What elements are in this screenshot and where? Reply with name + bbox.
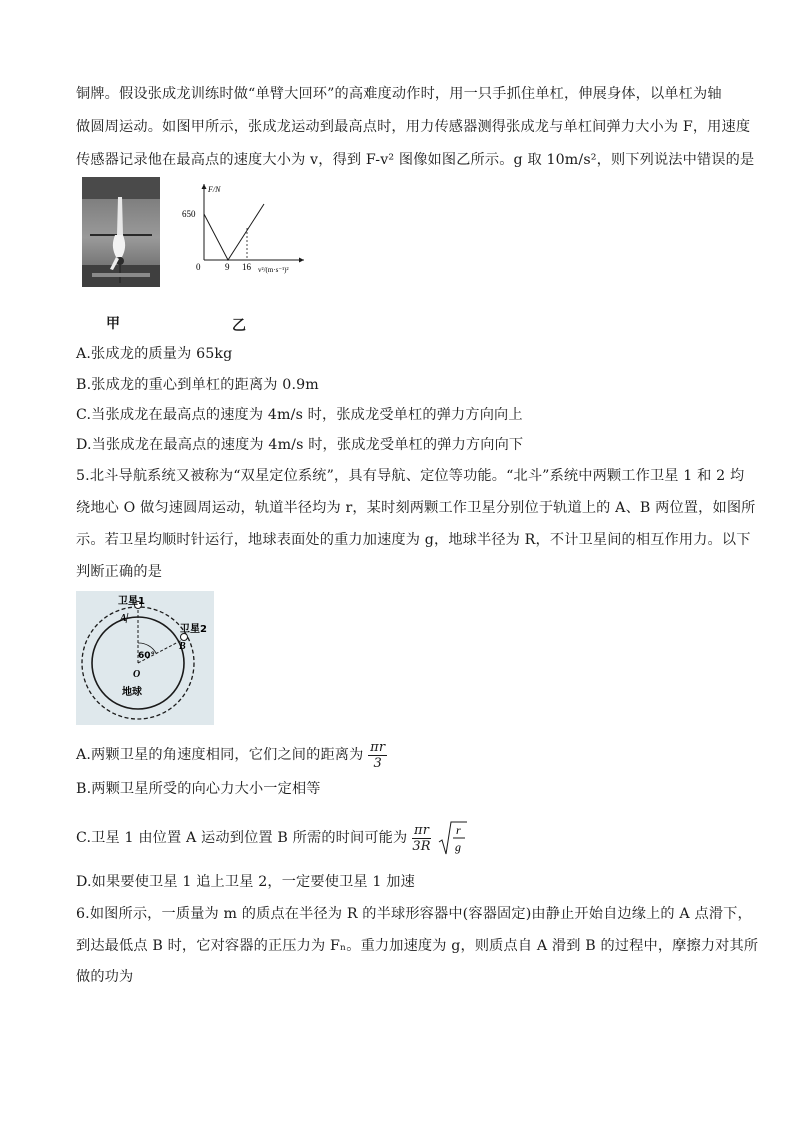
- q4-line-3: 传感器记录他在最高点的速度大小为 v，得到 F-v² 图像如图乙所示。g 取 10m/s²，则下列说法中错误的是: [76, 152, 755, 168]
- q5-line-3: 示。若卫星均顺时针运行，地球表面处的重力加速度为 g，地球半径为 R，不计卫星间的相互作用力。以下: [76, 532, 751, 548]
- q5-option-a: [76, 738, 387, 772]
- fraction-denominator: 3R: [412, 838, 431, 854]
- label-b: B: [179, 641, 186, 652]
- q5-option-a-fraction: [368, 740, 387, 771]
- q6-line-2: 到达最低点 B 时，它对容器的正压力为 Fₙ。重力加速度为 g，则质点自 A 滑到 B 的过程中，摩擦力对其所: [76, 938, 759, 954]
- graph-svg: [180, 180, 310, 280]
- label-a: A: [120, 613, 127, 624]
- sqrt-icon: [438, 818, 468, 858]
- label-earth: 地球: [122, 687, 142, 698]
- fraction-denominator: 3: [373, 755, 382, 771]
- q4-option-b: B.张成龙的重心到单杠的距离为 0.9m: [76, 377, 319, 393]
- q4-line-1: 铜牌。假设张成龙训练时做“单臂大回环”的高难度动作时，用一只手抓住单杠，伸展身体，以单杠为轴: [76, 86, 722, 102]
- graph-xtick-9: 9: [225, 262, 230, 272]
- q5-option-c-text: C.卫星 1 由位置 A 运动到位置 B 所需的时间可能为: [76, 830, 408, 846]
- graph-ylabel: F/N: [208, 185, 221, 194]
- sqrt-expression: [438, 818, 468, 858]
- q5-line-2: 绕地心 O 做匀速圆周运动，轨道半径均为 r，某时刻两颗工作卫星分别位于轨道上的 A、B 两位置，如图所: [76, 500, 756, 516]
- graph-xtick-16: 16: [242, 262, 251, 272]
- caption-jia: 甲: [106, 316, 120, 332]
- q5-option-b: B.两颗卫星所受的向心力大小一定相等: [76, 781, 321, 797]
- label-o: O: [133, 669, 141, 680]
- graph-xlabel: v²/(m·s⁻¹)²: [258, 266, 289, 274]
- fraction-numerator: πr: [414, 822, 430, 838]
- q4-line-2: 做圆周运动。如图甲所示，张成龙运动到最高点时，用力传感器测得张成龙与单杠间弹力大小为 F，用速度: [76, 119, 751, 135]
- y-axis-arrow: [202, 184, 207, 189]
- label-sat2: 卫星2: [180, 624, 207, 635]
- q5-option-d: D.如果要使卫星 1 追上卫星 2，一定要使卫星 1 加速: [76, 874, 415, 890]
- q4-option-a: A.张成龙的质量为 65kg: [76, 346, 233, 362]
- fraction-numerator: πr: [370, 739, 386, 755]
- q5-option-a-text: A.两颗卫星的角速度相同，它们之间的距离为: [76, 747, 364, 763]
- q4-option-c: C.当张成龙在最高点的速度为 4m/s 时，张成龙受单杠的弹力方向向上: [76, 407, 523, 423]
- satellite-diagram: [76, 591, 214, 725]
- q6-line-1: 6.如图所示，一质量为 m 的质点在半径为 R 的半球形容器中(容器固定)由静止开始自边缘上的 A 点滑下，: [76, 906, 752, 922]
- q6-line-3: 做的功为: [76, 969, 134, 985]
- graph-xtick-0: 0: [196, 262, 201, 272]
- sqrt-denominator: g: [454, 840, 461, 854]
- graph-ytick: 650: [182, 209, 196, 219]
- caption-yi: 乙: [232, 318, 246, 334]
- label-sat1: 卫星1: [118, 596, 145, 607]
- x-axis-arrow: [299, 258, 304, 263]
- q4-option-d: D.当张成龙在最高点的速度为 4m/s 时，张成龙受单杠的弹力方向向下: [76, 437, 524, 453]
- q5-line-4: 判断正确的是: [76, 564, 163, 580]
- q5-option-c: [76, 818, 468, 858]
- f-v2-graph: [180, 180, 310, 280]
- sqrt-numerator: r: [455, 823, 461, 837]
- graph-line: [204, 204, 264, 260]
- label-angle: 60°: [138, 651, 156, 661]
- q5-option-c-fraction: [412, 823, 431, 854]
- q5-line-1: 5.北斗导航系统又被称为“双星定位系统”，具有导航、定位等功能。“北斗”系统中两颗工作卫星 1 和 2 均: [76, 468, 745, 484]
- gymnast-photo: [82, 177, 160, 287]
